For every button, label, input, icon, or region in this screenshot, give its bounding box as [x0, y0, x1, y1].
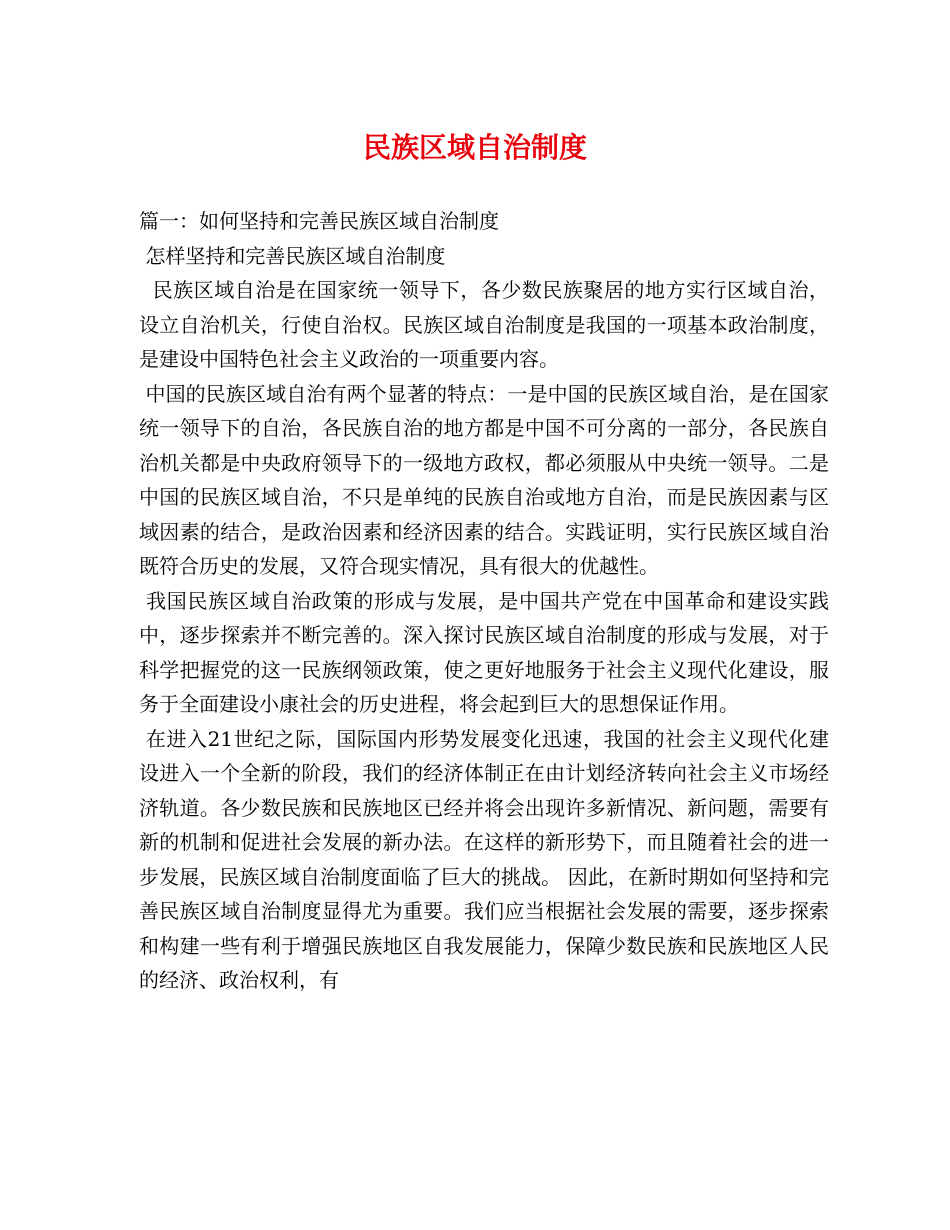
- document-title: 民族区域自治制度: [362, 131, 587, 164]
- paragraph: 我国民族区域自治政策的形成与发展，是中国共产党在中国革命和建设实践中，逐步探索并不断完善的。深入探讨民族区域自治制度的形成与发展，对于科学把握党的这一民族纲领政策，使之更好地服务于社会主义现代化建设，服务于全面建设小康社会的历史进程，将会起到巨大的思想保证作用。: [139, 588, 830, 716]
- paragraph: 在进入21世纪之际，国际国内形势发展变化迅速，我国的社会主义现代化建设进入一个全新的阶段，我们的经济体制正在由计划经济转向社会主义市场经济轨道。各少数民族和民族地区已经并将会出现许多新情况、新问题，需要有新的机制和促进社会发展的新办法。在这样的新形势下，而且随着社会的进一步发展，民族区域自治制度面临了巨大的挑战。 因此，在新时期如何坚持和完善民族区域自治制度显得尤为重要。我们应当根据社会发展的需要，逐步探索和构建一些有利于增强民族地区自我发展能力，保障少数民族和民族地区人民的经济、政治权利，有: [139, 726, 830, 992]
- document-body: [139, 204, 829, 998]
- paragraph-subheading: 怎样坚持和完善民族区域自治制度: [139, 243, 446, 268]
- paragraph: 中国的民族区域自治有两个显著的特点：一是中国的民族区域自治，是在国家统一领导下的自治，各民族自治的地方都是中国不可分离的一部分，各民族自治机关都是中央政府领导下的一级地方政权，都必须服从中央统一领导。二是中国的民族区域自治，不只是单纯的民族自治或地方自治，而是民族因素与区域因素的结合，是政治因素和经济因素的结合。实践证明，实行民族区域自治既符合历史的发展，又符合现实情况，具有很大的优越性。: [139, 381, 830, 578]
- paragraph-heading: 篇一：如何坚持和完善民族区域自治制度: [139, 209, 499, 233]
- paragraph: 民族区域自治是在国家统一领导下，各少数民族聚居的地方实行区域自治，设立自治机关，行使自治权。民族区域自治制度是我国的一项基本政治制度，是建设中国特色社会主义政治的一项重要内容。: [139, 278, 829, 371]
